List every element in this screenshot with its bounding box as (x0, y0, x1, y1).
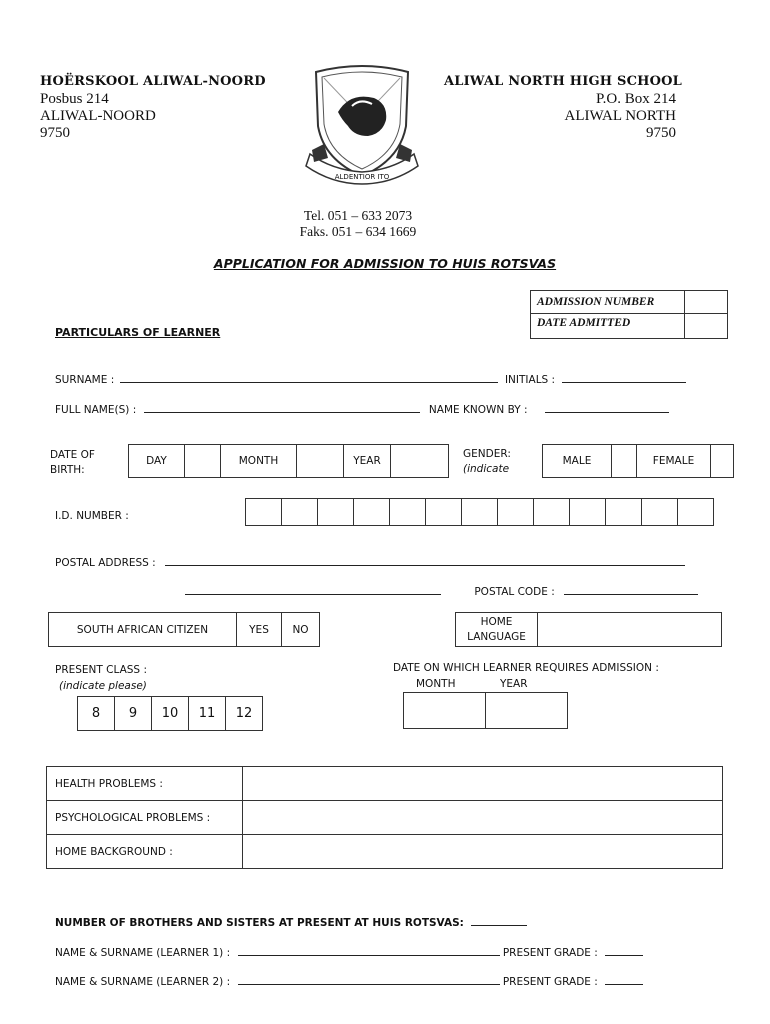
psychological-problems-cell[interactable] (243, 801, 723, 835)
background-table (46, 766, 723, 869)
dob-year-cell[interactable] (391, 445, 449, 478)
class-option-8[interactable]: 8 (78, 697, 115, 731)
contact-block (0, 208, 716, 240)
postal-address-field-2[interactable] (185, 583, 441, 595)
home-background-label: HOME BACKGROUND : (47, 835, 243, 869)
id-digit-cell[interactable] (642, 499, 678, 526)
id-digit-cell[interactable] (678, 499, 714, 526)
class-option-9[interactable]: 9 (115, 697, 152, 731)
postal-address-label: POSTAL ADDRESS : (55, 557, 156, 569)
initials-field[interactable] (562, 371, 686, 383)
admission-number-label: ADMISSION NUMBER (531, 291, 685, 314)
gender-female-label: FEMALE (637, 445, 711, 478)
known-by-field[interactable] (545, 401, 669, 413)
gender-male-label: MALE (543, 445, 612, 478)
initials-label: INITIALS : (504, 374, 556, 386)
citizen-label: SOUTH AFRICAN CITIZEN (49, 613, 237, 647)
dob-month-label: MONTH (221, 445, 297, 478)
school-name-english: ALIWAL NORTH HIGH SCHOOL (444, 74, 682, 89)
learner2-label: NAME & SURNAME (LEARNER 2) : (55, 976, 231, 988)
address-right-code: 9750 (646, 125, 676, 141)
id-number-table (245, 498, 714, 526)
gender-male-cell[interactable] (612, 445, 637, 478)
address-left-town: ALIWAL-NOORD (40, 108, 156, 124)
id-digit-cell[interactable] (606, 499, 642, 526)
address-left-code: 9750 (40, 125, 70, 141)
surname-row (55, 371, 686, 386)
full-names-field[interactable] (144, 401, 420, 413)
dob-label-line1: DATE OF (50, 449, 95, 461)
postal-address-row-2 (185, 583, 698, 598)
siblings-row (55, 914, 527, 929)
admission-year-label: YEAR (500, 678, 528, 690)
id-digit-cell[interactable] (390, 499, 426, 526)
id-number-label: I.D. NUMBER : (55, 510, 129, 522)
dob-month-cell[interactable] (297, 445, 344, 478)
home-language-label-line2: LANGUAGE (467, 630, 526, 643)
dob-label (50, 448, 95, 478)
id-digit-cell[interactable] (282, 499, 318, 526)
dob-day-cell[interactable] (185, 445, 221, 478)
learner1-grade-label: PRESENT GRADE : (502, 947, 598, 959)
postal-address-row (55, 554, 685, 569)
id-digit-cell[interactable] (462, 499, 498, 526)
address-right (565, 91, 676, 142)
id-digit-cell[interactable] (570, 499, 606, 526)
form-title: APPLICATION FOR ADMISSION TO HUIS ROTSVAS (213, 256, 557, 271)
home-language-cell[interactable] (538, 613, 722, 647)
dob-table (128, 444, 449, 478)
class-option-10[interactable]: 10 (152, 697, 189, 731)
learner1-name-field[interactable] (238, 944, 500, 956)
citizen-table (48, 612, 320, 647)
class-option-12[interactable]: 12 (226, 697, 263, 731)
learner2-row (55, 973, 643, 988)
postal-code-field[interactable] (564, 583, 698, 595)
id-digit-cell[interactable] (426, 499, 462, 526)
learner1-row (55, 944, 643, 959)
learner2-grade-label: PRESENT GRADE : (502, 976, 598, 988)
school-crest-logo (302, 62, 422, 186)
known-by-label: NAME KNOWN BY : (428, 404, 528, 416)
health-problems-cell[interactable] (243, 767, 723, 801)
address-right-box: P.O. Box 214 (595, 91, 676, 107)
learner2-name-field[interactable] (238, 973, 500, 985)
present-class-label-line1: PRESENT CLASS : (55, 664, 147, 676)
full-names-label: FULL NAME(S) : (55, 404, 137, 416)
admission-date-table (403, 692, 568, 729)
learner2-grade-field[interactable] (605, 973, 643, 985)
admission-year-cell[interactable] (486, 693, 568, 729)
learner1-label: NAME & SURNAME (LEARNER 1) : (55, 947, 231, 959)
school-name-afrikaans: HOËRSKOOL ALIWAL-NOORD (40, 74, 266, 89)
admission-month-cell[interactable] (404, 693, 486, 729)
postal-address-field-1[interactable] (165, 554, 685, 566)
home-background-cell[interactable] (243, 835, 723, 869)
home-language-label-line1: HOME (480, 615, 513, 628)
surname-field[interactable] (120, 371, 498, 383)
gender-label (463, 447, 511, 477)
home-language-label (456, 613, 538, 647)
present-class-label (55, 662, 147, 694)
id-digit-cell[interactable] (534, 499, 570, 526)
admission-date-label: DATE ON WHICH LEARNER REQUIRES ADMISSION : (393, 662, 659, 674)
address-left (40, 91, 156, 142)
address-left-box: Posbus 214 (40, 91, 109, 107)
postal-code-label: POSTAL CODE : (474, 586, 555, 598)
fax: Faks. 051 – 634 1669 (299, 224, 417, 239)
psychological-problems-label: PSYCHOLOGICAL PROBLEMS : (47, 801, 243, 835)
full-names-row (55, 401, 669, 416)
crest-motto: ALDENTIOR ITO (334, 173, 390, 181)
dob-day-label: DAY (129, 445, 185, 478)
surname-label: SURNAME : (55, 374, 115, 386)
health-problems-label: HEALTH PROBLEMS : (47, 767, 243, 801)
class-option-11[interactable]: 11 (189, 697, 226, 731)
telephone: Tel. 051 – 633 2073 (303, 208, 413, 223)
date-admitted-label: DATE ADMITTED (531, 314, 685, 339)
gender-female-cell[interactable] (711, 445, 734, 478)
gender-label-line2: (indicate (463, 463, 510, 475)
admission-number-cell[interactable] (685, 291, 728, 314)
present-class-table (77, 696, 263, 731)
id-digit-cell[interactable] (318, 499, 354, 526)
learner1-grade-field[interactable] (605, 944, 643, 956)
siblings-field[interactable] (471, 914, 527, 926)
gender-table (542, 444, 734, 478)
address-right-town: ALIWAL NORTH (564, 108, 676, 124)
dob-year-label: YEAR (344, 445, 391, 478)
citizen-yes[interactable]: YES (237, 613, 282, 647)
admission-month-label: MONTH (416, 678, 456, 690)
citizen-no[interactable]: NO (282, 613, 320, 647)
siblings-label: NUMBER OF BROTHERS AND SISTERS AT PRESENT AT HUIS ROTSVAS: (55, 917, 464, 929)
dob-label-line2: BIRTH: (50, 464, 85, 476)
gender-label-line1: GENDER: (463, 448, 511, 460)
office-use-table (530, 290, 728, 339)
id-digit-cell[interactable] (498, 499, 534, 526)
id-digit-cell[interactable] (354, 499, 390, 526)
indicate-please: (indicate please) (59, 680, 147, 692)
home-language-table (455, 612, 722, 647)
date-admitted-cell[interactable] (685, 314, 728, 339)
id-digit-cell[interactable] (246, 499, 282, 526)
section-title: PARTICULARS OF LEARNER (55, 326, 221, 339)
